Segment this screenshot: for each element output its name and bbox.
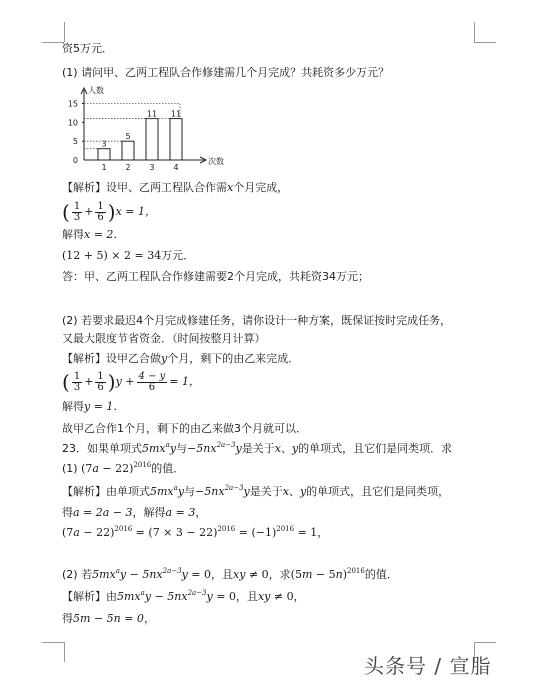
calc-line-2: $(7a - 22)^{2016} = (7 \times 3 - 22)^{2016} = (-1)^{2016} = 1$， xyxy=(62,525,329,539)
crop-mark-top-left-v xyxy=(64,22,65,42)
x-tick-label: 1 xyxy=(101,163,107,172)
bar-chart xyxy=(62,84,222,174)
answer-2: 故甲乙合作1个月，剩下的由乙来做3个月就可以． xyxy=(62,422,307,435)
question-2: (2) 若要求最迟4个月完成修建任务，请你设计一种方案，既保证按时完成任务， xyxy=(62,314,452,327)
bar xyxy=(122,141,134,160)
text-line: 资5万元． xyxy=(62,42,113,55)
crop-mark-bottom-left-h xyxy=(42,642,64,643)
solution-23-intro: 【解析】由单项式$5mx^ay$与$-5nx^{2a-3}y$是关于x、y的单项式，且它们是同类项， xyxy=(62,484,450,498)
crop-mark-top-left-h xyxy=(42,42,64,43)
equation-2: ( $\frac{1}{3}$ + $\frac{1}{6}$ )y + $\frac{4 - y}{6}$ = 1， xyxy=(62,370,200,394)
data-label: 5 xyxy=(125,132,131,142)
crop-mark-bottom-right-h xyxy=(474,642,496,643)
question-23-2: (2) 若$5mx^ay - 5nx^{2a-3}y = 0$，且xy ≠ 0，求$(5m - 5n)^{2016}$的值． xyxy=(62,567,398,581)
bar xyxy=(146,119,158,160)
fraction: $\frac{4 - y}{6}$ xyxy=(138,370,166,393)
solution-2-intro: 【解析】设甲乙合做y个月，剩下的由乙来完成． xyxy=(62,352,300,365)
data-label: 11 xyxy=(146,109,158,119)
solve-line-2: 解得y = 1． xyxy=(62,400,125,413)
fraction: $\frac{1}{3}$ xyxy=(73,200,81,223)
data-label: 3 xyxy=(101,139,107,149)
crop-mark-top-right-v xyxy=(474,22,475,42)
solution-1-intro: 【解析】设甲、乙两工程队合作需x个月完成， xyxy=(62,181,289,194)
y-axis-label: 人数 xyxy=(88,86,104,95)
question-1: (1) 请问甲、乙两工程队合作修建需几个月完成？共耗资多少万元？ xyxy=(62,66,390,79)
calc-line: (12 + 5) × 2 = 34万元． xyxy=(62,249,195,262)
data-label: 11 xyxy=(170,109,182,119)
fraction: $\frac{1}{3}$ xyxy=(73,370,81,393)
solve-line: 解得x = 2． xyxy=(62,228,125,241)
fraction: $\frac{1}{6}$ xyxy=(97,200,104,223)
y-tick-label: 5 xyxy=(72,137,78,147)
solution-23-2-intro: 【解析】由$5mx^ay - 5nx^{2a-3}y = 0$，且xy ≠ 0， xyxy=(62,589,305,603)
fraction: $\frac{1}{6}$ xyxy=(97,370,104,393)
question-2-cont: 又最大限度节省资金．（时间按整月计算） xyxy=(62,332,266,345)
solve-line-4: 得5m − 5n = 0， xyxy=(62,612,155,625)
answer-1: 答：甲、乙两工程队合作修建需要2个月完成，共耗资34万元； xyxy=(62,270,369,283)
y-tick-label: 0 xyxy=(72,156,78,165)
crop-mark-top-right-h xyxy=(474,42,496,43)
solve-line-3: 得a = 2a − 3，解得a = 3， xyxy=(62,506,207,519)
equation-1: ( $\frac{1}{3}$ + $\frac{1}{6}$ )x = 1， xyxy=(62,200,157,224)
question-23-1: (1) $(7a - 22)^{2016}$的值． xyxy=(62,461,185,475)
watermark: 头条号 / 宣脂 xyxy=(364,654,492,678)
x-axis-label: 次数 xyxy=(208,157,224,166)
x-tick-label: 2 xyxy=(125,163,131,172)
x-tick-label: 3 xyxy=(149,163,155,172)
y-tick-label: 10 xyxy=(67,118,78,128)
bar xyxy=(98,149,110,160)
bar xyxy=(170,119,182,160)
y-tick-label: 15 xyxy=(67,99,78,109)
crop-mark-bottom-left-v xyxy=(64,642,65,662)
x-tick-label: 4 xyxy=(173,163,179,172)
question-23: 23．如果单项式$5mx^ay$与$-5nx^{2a-3}y$是关于x、y的单项式，且它们是同类项．求 xyxy=(62,441,453,455)
